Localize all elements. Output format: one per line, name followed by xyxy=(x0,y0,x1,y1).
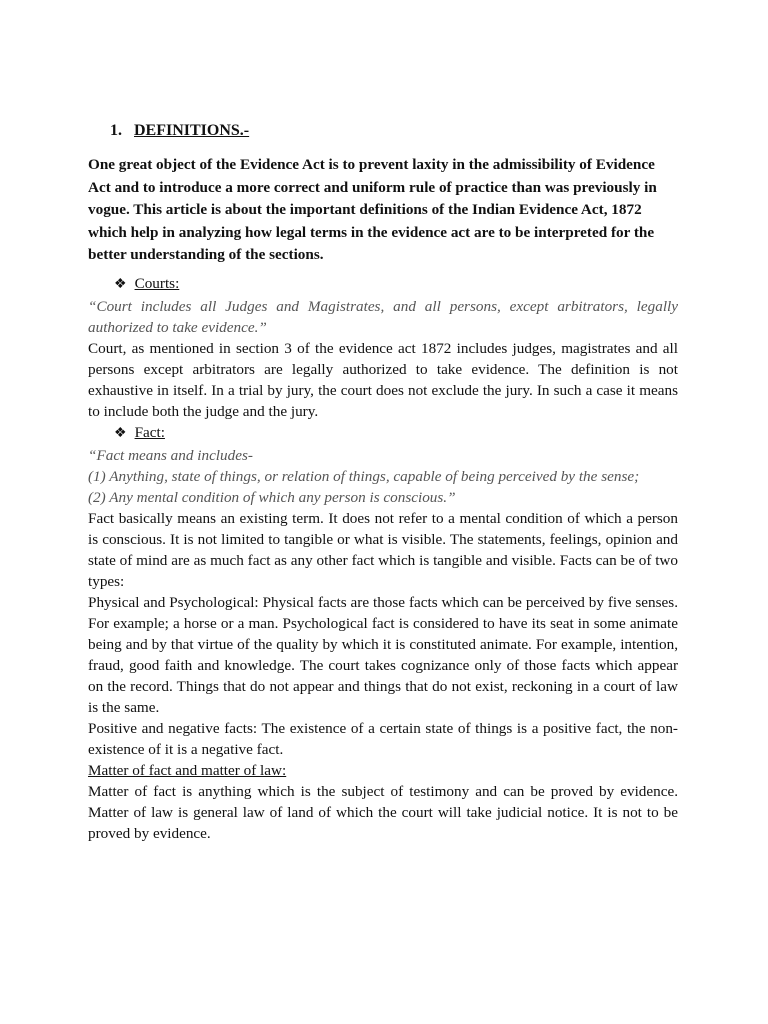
fact-paragraph: Fact basically means an existing term. It does not refer to a mental condition of which a person is conscious. It is not limited to tangible or what is visible. The statements, feelings, opinion and state of mind are as much fact as any other fact which is tangible and visible. Facts can be of two types: xyxy=(88,509,678,590)
section-heading xyxy=(110,122,678,140)
diamond-bullet-icon: ❖ xyxy=(114,425,127,441)
positive-negative-paragraph: Positive and negative facts: The existence of a certain state of things is a positive fact, the non- existence of it is a negative fact. xyxy=(88,719,678,758)
document-page xyxy=(88,122,678,844)
fact-quote-line: (1) Anything, state of things, or relation of things, capable of being perceived by the sense; xyxy=(88,467,640,485)
diamond-bullet-icon: ❖ xyxy=(114,276,127,292)
section-number: 1. xyxy=(110,122,122,139)
fact-quote-line: “Fact means and includes- xyxy=(88,446,253,464)
courts-paragraph: Court, as mentioned in section 3 of the evidence act 1872 includes judges, magistrates and all persons except arbitrators are legally authorized to take evidence. The definition is not exhaustive in itself. In a trial by jury, the court does not exclude the jury. In such a case it means to include both the judge and the jury. xyxy=(88,339,678,420)
fact-label: Fact: xyxy=(134,423,165,441)
fact-heading xyxy=(114,422,678,445)
intro-paragraph: One great object of the Evidence Act is to prevent laxity in the admissibility of Evidence Act and to introduce a more correct and uniform rule of practice than was previously in vogue. This article is about the important definitions of the Indian Evidence Act, 1872 which help in analyzing how legal terms in the evidence act are to be interpreted for the better understanding of the sections. xyxy=(88,156,657,263)
physical-psychological-paragraph: Physical and Psychological: Physical facts are those facts which can be perceived by five senses. For example; a horse or a man. Psychological fact is considered to have its seat in some animate being and by that virtue of the quality by which it is constituted animate. For example, intention, fraud, good faith and knowledge. The court takes cognizance only of those facts which appear on the record. Things that do not appear and things that do not exist, reckoning in a court of law is the same. xyxy=(88,593,678,716)
matter-paragraph: Matter of fact is anything which is the subject of testimony and can be proved by evidence. Matter of law is general law of land of which the court will take judicial notice. It is not to be proved by evidence. xyxy=(88,782,678,842)
section-title: DEFINITIONS.- xyxy=(134,122,250,139)
fact-quote-line: (2) Any mental condition of which any person is conscious.” xyxy=(88,488,456,506)
courts-heading xyxy=(114,273,678,296)
courts-quote: “Court includes all Judges and Magistrates, and all persons, except arbitrators, legally authorized to take evidence.” xyxy=(88,297,678,336)
matter-heading: Matter of fact and matter of law: xyxy=(88,761,287,779)
courts-label: Courts: xyxy=(134,274,180,292)
